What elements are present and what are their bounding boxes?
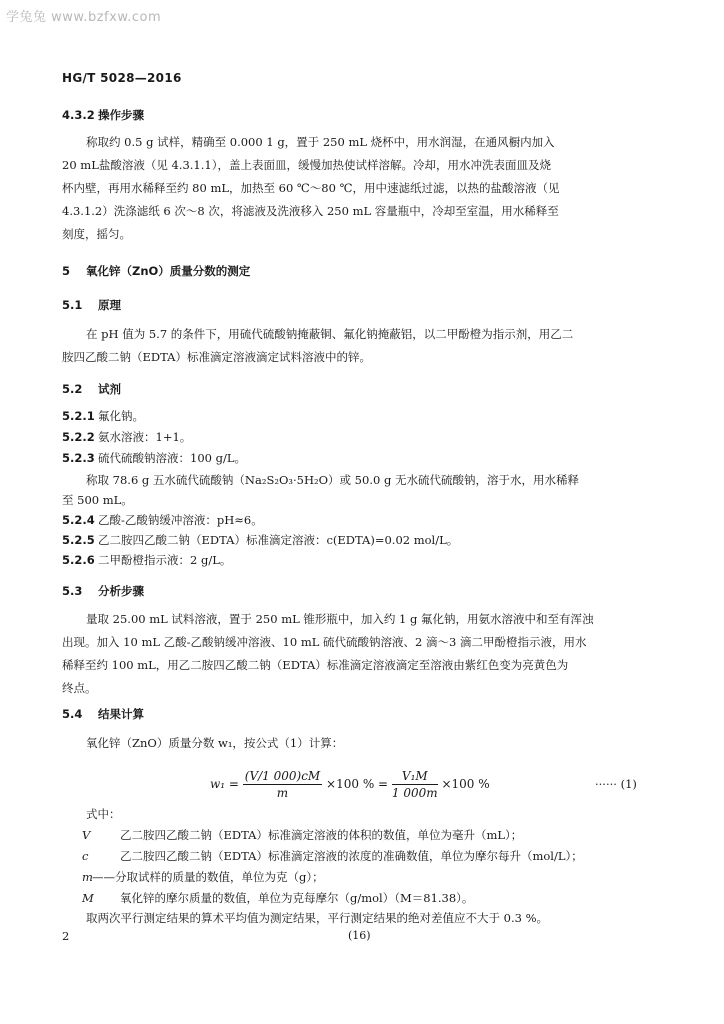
page-number: 2 (62, 929, 70, 943)
fraction-denominator: m (276, 786, 289, 800)
formula-intro: 氧化锌（ZnO）质量分数 w₁，按公式（1）计算： (86, 736, 344, 750)
variable-definition (82, 869, 324, 885)
paragraph-line: 在 pH 值为 5.7 的条件下，用硫代硫酸钠掩蔽铜、氟化钠掩蔽铝，以二甲酚橙为指示剂，用乙二 (86, 327, 574, 341)
paragraph-line: 稀释至约 100 mL，用乙二胺四乙酸二钠（EDTA）标准滴定溶液滴定至溶液由紫红色变为亮黄色为 (62, 658, 569, 672)
reagent-item (62, 408, 144, 424)
formula-1 (210, 769, 490, 800)
section-heading-4-3-2 (62, 107, 144, 123)
reagent-item (62, 552, 231, 568)
variable-symbol: V (82, 828, 91, 842)
paragraph-line: 称取约 0.5 g 试样，精确至 0.000 1 g，置于 250 mL 烧杯中，用水润湿，在通风橱内加入 (86, 135, 555, 149)
item-number: 5.2.5 (62, 533, 95, 547)
watermark: 学兔兔 www.bzfxw.com (6, 10, 162, 25)
reagent-item (62, 450, 246, 466)
section-number: 5.3 (62, 584, 83, 598)
page-center-mark: (16) (348, 929, 371, 942)
section-number: 5.2 (62, 382, 83, 396)
where-label: 式中： (86, 807, 121, 821)
item-number: 5.2.4 (62, 513, 95, 527)
paragraph-line: 量取 25.00 mL 试料溶液，置于 250 mL 锥形瓶中，加入约 1 g 氟化钠，用氨水溶液中和至有浑浊 (86, 612, 594, 626)
item-text: 乙酸-乙酸钠缓冲溶液：pH≈6。 (98, 513, 263, 527)
reagent-item (62, 512, 263, 528)
fraction-numerator: (V/1 000)cM (244, 769, 321, 783)
formula-middle: ×100 % = (326, 777, 389, 791)
section-title: 分析步骤 (98, 584, 144, 598)
item-number: 5.2.2 (62, 430, 95, 444)
paragraph-line: 称取 78.6 g 五水硫代硫酸钠（Na₂S₂O₃·5H₂O）或 50.0 g 无水硫代硫酸钠，溶于水，用水稀释 (86, 473, 579, 487)
reagent-item (62, 532, 458, 548)
section-title: 原理 (98, 298, 121, 312)
paragraph-line: 至 500 mL。 (62, 493, 133, 507)
item-text: 硫代硫酸钠溶液：100 g/L。 (98, 451, 246, 465)
item-text: 二甲酚橙指示液：2 g/L。 (98, 553, 232, 567)
variable-symbol: M (82, 891, 94, 905)
section-heading-5-2 (62, 381, 121, 397)
variable-description: ——分取试样的质量的数值，单位为克（g）； (92, 870, 324, 884)
paragraph-line: 出现。加入 10 mL 乙酸-乙酸钠缓冲溶液、10 mL 硫代硫酸钠溶液、2 滴～3 滴二甲酚橙指示液，用水 (62, 635, 587, 649)
section-number: 4.3.2 (62, 108, 95, 122)
section-title: 结果计算 (98, 707, 144, 721)
section-number: 5 (62, 264, 71, 278)
variable-symbol: m (82, 870, 93, 884)
standard-header: HG/T 5028—2016 (62, 71, 182, 85)
section-heading-5-1 (62, 297, 121, 313)
section-number: 5.4 (62, 707, 83, 721)
item-text: 乙二胺四乙酸二钠（EDTA）标准滴定溶液：c(EDTA)=0.02 mol/L。 (98, 533, 459, 547)
variable-description: 乙二胺四乙酸二钠（EDTA）标准滴定溶液的体积的数值，单位为毫升（mL）； (120, 828, 523, 842)
paragraph-line: 胺四乙酸二钠（EDTA）标准滴定溶液滴定试料溶液中的锌。 (62, 350, 371, 364)
fraction-numerator: V₁M (392, 769, 438, 785)
item-number: 5.2.1 (62, 409, 95, 423)
variable-definition (82, 848, 583, 864)
variable-definition (82, 827, 522, 843)
section-title: 氧化锌（ZnO）质量分数的测定 (86, 264, 251, 278)
paragraph-line: 刻度，摇匀。 (62, 227, 131, 241)
formula-fraction-1 (243, 769, 322, 800)
reagent-item (62, 429, 191, 445)
fraction-denominator: 1 000m (391, 786, 438, 800)
paragraph-line: 20 mL盐酸溶液（见 4.3.1.1），盖上表面皿，缓慢加热使试样溶解。冷却，用水冲洗表面皿及烧 (62, 158, 551, 172)
section-number: 5.1 (62, 298, 83, 312)
conclusion-text: 取两次平行测定结果的算术平均值为测定结果，平行测定结果的绝对差值应不大于 0.3 %。 (86, 911, 549, 925)
formula-fraction-2 (392, 769, 438, 800)
item-text: 氨水溶液：1+1。 (98, 430, 192, 444)
paragraph-line: 杯内壁，再用水稀释至约 80 mL，加热至 60 ℃～80 ℃，用中速滤纸过滤，以热的盐酸溶液（见 (62, 181, 560, 195)
item-text: 氟化钠。 (98, 409, 144, 423)
section-title: 试剂 (98, 382, 121, 396)
section-title: 操作步骤 (98, 108, 144, 122)
paragraph-line: 终点。 (62, 681, 97, 695)
formula-tail: ×100 % (441, 777, 490, 791)
variable-description: 乙二胺四乙酸二钠（EDTA）标准滴定溶液的浓度的准确数值，单位为摩尔每升（mol/L）； (120, 849, 583, 863)
section-heading-5-4 (62, 706, 144, 722)
paragraph-line: 4.3.1.2）洗涤滤纸 6 次～8 次，将滤液及洗液移入 250 mL 容量瓶中，冷却至室温，用水稀释至 (62, 204, 559, 218)
variable-description: 氧化锌的摩尔质量的数值，单位为克每摩尔（g/mol）（M＝81.38）。 (120, 891, 474, 905)
variable-symbol: c (82, 849, 89, 863)
formula-lhs: w₁ = (210, 777, 239, 791)
section-heading-5-3 (62, 583, 144, 599)
equation-number: ······ (1) (595, 777, 637, 791)
item-number: 5.2.6 (62, 553, 95, 567)
section-heading-5 (62, 263, 250, 279)
variable-definition (82, 890, 473, 906)
item-number: 5.2.3 (62, 451, 95, 465)
